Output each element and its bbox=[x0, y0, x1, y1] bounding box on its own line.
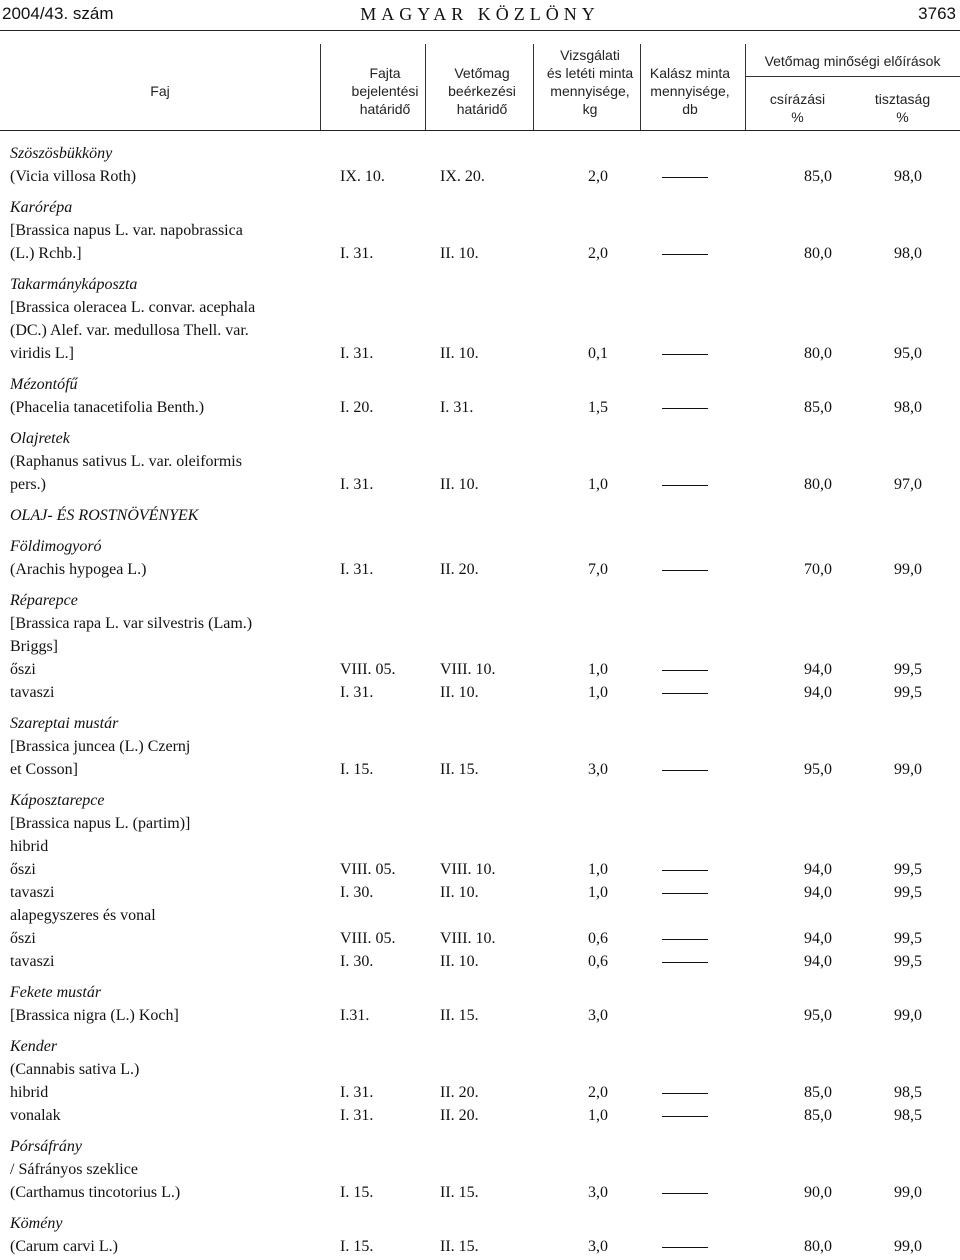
header-rule bbox=[0, 30, 960, 31]
col-csirazasi bbox=[745, 90, 850, 126]
col-vetomag bbox=[427, 64, 537, 118]
species-heading-row bbox=[0, 790, 960, 813]
species-name: Fekete mustár bbox=[10, 984, 102, 1001]
germination-pct: 94,0 bbox=[804, 884, 832, 901]
purity-pct: 95,0 bbox=[894, 345, 922, 362]
species-name: hibrid bbox=[10, 1084, 49, 1101]
germination-pct: 94,0 bbox=[804, 861, 832, 878]
subheader-rule bbox=[745, 76, 960, 77]
species-heading-row bbox=[0, 274, 960, 297]
table-row bbox=[0, 928, 960, 951]
germination-pct: 80,0 bbox=[804, 245, 832, 262]
sample-kg: 3,0 bbox=[588, 761, 608, 778]
purity-pct: 99,5 bbox=[894, 884, 922, 901]
col-vetomag-line: határidő bbox=[456, 101, 508, 117]
germination-pct: 85,0 bbox=[804, 1107, 832, 1124]
spike-sample bbox=[662, 474, 708, 497]
col-divider bbox=[533, 44, 534, 130]
col-divider bbox=[640, 44, 641, 130]
table-row bbox=[0, 1059, 960, 1082]
species-heading-row bbox=[0, 1036, 960, 1059]
species-name: (Vicia villosa Roth) bbox=[10, 168, 137, 185]
row-spacer bbox=[0, 705, 960, 713]
germination-pct: 80,0 bbox=[804, 1238, 832, 1255]
variety-deadline: VIII. 05. bbox=[340, 661, 396, 678]
seed-deadline: VIII. 10. bbox=[440, 661, 496, 678]
germination-pct: 94,0 bbox=[804, 684, 832, 701]
table-row bbox=[0, 1236, 960, 1259]
table-row bbox=[0, 1005, 960, 1028]
table-row bbox=[0, 559, 960, 582]
variety-deadline: I. 31. bbox=[340, 476, 374, 493]
variety-deadline: IX. 10. bbox=[340, 168, 385, 185]
variety-deadline: I. 20. bbox=[340, 399, 374, 416]
table-row bbox=[0, 397, 960, 420]
table-row bbox=[0, 905, 960, 928]
spike-sample bbox=[662, 882, 708, 905]
species-name: [Brassica rapa L. var silvestris (Lam.) bbox=[10, 615, 253, 632]
table-header-rule bbox=[0, 130, 960, 131]
germination-pct: 85,0 bbox=[804, 1084, 832, 1101]
germination-pct: 85,0 bbox=[804, 168, 832, 185]
species-name: őszi bbox=[10, 661, 36, 678]
purity-pct: 99,0 bbox=[894, 761, 922, 778]
col-faj: Faj bbox=[150, 83, 170, 99]
sample-kg: 3,0 bbox=[588, 1007, 608, 1024]
seed-deadline: II. 15. bbox=[440, 761, 479, 778]
table-row bbox=[0, 1105, 960, 1128]
col-vetomag-line: beérkezési bbox=[448, 83, 516, 99]
species-name: (Raphanus sativus L. var. oleiformis bbox=[10, 453, 242, 470]
table-row bbox=[0, 220, 960, 243]
table-row bbox=[0, 636, 960, 659]
sample-kg: 0,6 bbox=[588, 953, 608, 970]
germination-pct: 85,0 bbox=[804, 399, 832, 416]
spike-sample bbox=[662, 1105, 708, 1128]
col-kalasz-line: Kalász minta bbox=[649, 65, 731, 81]
table-row bbox=[0, 297, 960, 320]
spike-sample bbox=[662, 928, 708, 951]
col-divider bbox=[745, 44, 746, 130]
germination-pct: 80,0 bbox=[804, 345, 832, 362]
spike-sample bbox=[662, 343, 708, 366]
row-spacer bbox=[0, 1028, 960, 1036]
seed-deadline: VIII. 10. bbox=[440, 930, 496, 947]
spike-sample bbox=[662, 1005, 708, 1028]
purity-pct: 99,0 bbox=[894, 1007, 922, 1024]
seed-deadline: II. 15. bbox=[440, 1238, 479, 1255]
row-spacer bbox=[0, 582, 960, 590]
col-vizsgalati bbox=[535, 46, 645, 118]
sample-kg: 3,0 bbox=[588, 1184, 608, 1201]
germination-pct: 94,0 bbox=[804, 953, 832, 970]
species-heading-row bbox=[0, 428, 960, 451]
variety-deadline: I. 31. bbox=[340, 1107, 374, 1124]
spike-sample bbox=[662, 859, 708, 882]
variety-deadline: I. 30. bbox=[340, 953, 374, 970]
table-row bbox=[0, 320, 960, 343]
species-name: alapegyszeres és vonal bbox=[10, 907, 156, 924]
species-heading-row bbox=[0, 505, 960, 528]
row-spacer bbox=[0, 528, 960, 536]
species-name: pers.) bbox=[10, 476, 46, 493]
col-vetomag-line: Vetőmag bbox=[454, 65, 510, 81]
species-name: Takarmánykáposzta bbox=[10, 276, 138, 293]
spike-sample bbox=[662, 166, 708, 189]
table-row bbox=[0, 1182, 960, 1205]
species-name: (L.) Rchb.] bbox=[10, 245, 82, 262]
row-spacer bbox=[0, 497, 960, 505]
col-kalasz-line: mennyisége, bbox=[650, 83, 730, 99]
table-row bbox=[0, 166, 960, 189]
purity-pct: 99,0 bbox=[894, 1238, 922, 1255]
species-heading-row bbox=[0, 713, 960, 736]
table-row bbox=[0, 659, 960, 682]
purity-pct: 98,0 bbox=[894, 399, 922, 416]
table-row bbox=[0, 859, 960, 882]
table-row bbox=[0, 759, 960, 782]
species-heading-row bbox=[0, 374, 960, 397]
table-row bbox=[0, 613, 960, 636]
species-name: őszi bbox=[10, 930, 36, 947]
species-name: OLAJ- ÉS ROSTNÖVÉNYEK bbox=[10, 507, 199, 524]
spike-sample bbox=[662, 559, 708, 582]
row-spacer bbox=[0, 420, 960, 428]
seed-deadline: IX. 20. bbox=[440, 168, 485, 185]
table-row bbox=[0, 1159, 960, 1182]
purity-pct: 99,5 bbox=[894, 930, 922, 947]
table-row bbox=[0, 836, 960, 859]
variety-deadline: I. 31. bbox=[340, 684, 374, 701]
purity-pct: 99,5 bbox=[894, 861, 922, 878]
species-name: [Brassica oleracea L. convar. acephala bbox=[10, 299, 256, 316]
species-name: (Carthamus tincotorius L.) bbox=[10, 1184, 181, 1201]
purity-pct: 99,0 bbox=[894, 561, 922, 578]
sample-kg: 2,0 bbox=[588, 1084, 608, 1101]
species-name: (Cannabis sativa L.) bbox=[10, 1061, 140, 1078]
col-fajta-line: bejelentési bbox=[351, 83, 419, 99]
row-spacer bbox=[0, 366, 960, 374]
variety-deadline: I.31. bbox=[340, 1007, 370, 1024]
col-vizsgalati-line: kg bbox=[582, 101, 598, 117]
col-divider bbox=[320, 44, 321, 130]
purity-pct: 99,5 bbox=[894, 661, 922, 678]
species-name: tavaszi bbox=[10, 684, 55, 701]
variety-deadline: VIII. 05. bbox=[340, 861, 396, 878]
variety-deadline: I. 15. bbox=[340, 1238, 374, 1255]
species-name: Földimogyoró bbox=[10, 538, 102, 555]
species-name: Briggs] bbox=[10, 638, 58, 655]
species-name: Szareptai mustár bbox=[10, 715, 119, 732]
row-spacer bbox=[0, 266, 960, 274]
variety-deadline: VIII. 05. bbox=[340, 930, 396, 947]
variety-deadline: I. 31. bbox=[340, 345, 374, 362]
table-row bbox=[0, 1082, 960, 1105]
seed-deadline: VIII. 10. bbox=[440, 861, 496, 878]
seed-deadline: II. 20. bbox=[440, 1084, 479, 1101]
col-csirazasi-line: % bbox=[791, 109, 804, 125]
col-tisztasag-line: % bbox=[896, 109, 909, 125]
col-kalasz-line: db bbox=[682, 101, 698, 117]
journal-title: MAGYAR KÖZLÖNY bbox=[360, 4, 600, 24]
species-name: [Brassica nigra (L.) Koch] bbox=[10, 1007, 179, 1024]
species-name: Kender bbox=[10, 1038, 58, 1055]
issue-number: 2004/43. szám bbox=[2, 4, 114, 23]
species-name: viridis L.] bbox=[10, 345, 74, 362]
spike-sample bbox=[662, 759, 708, 782]
variety-deadline: I. 31. bbox=[340, 561, 374, 578]
purity-pct: 98,0 bbox=[894, 168, 922, 185]
col-kalasz bbox=[640, 64, 740, 118]
variety-deadline: I. 15. bbox=[340, 1184, 374, 1201]
species-name: (DC.) Alef. var. medullosa Thell. var. bbox=[10, 322, 249, 339]
species-name: Kömény bbox=[10, 1215, 63, 1232]
species-name: Réparepce bbox=[10, 592, 78, 609]
col-divider bbox=[425, 44, 426, 130]
sample-kg: 2,0 bbox=[588, 168, 608, 185]
col-fajta-line: Fajta bbox=[369, 65, 401, 81]
table-body bbox=[0, 143, 960, 1259]
species-name: Káposztarepce bbox=[10, 792, 105, 809]
spike-sample bbox=[662, 1236, 708, 1259]
spike-sample bbox=[662, 243, 708, 266]
species-heading-row bbox=[0, 143, 960, 166]
table-row bbox=[0, 882, 960, 905]
col-vizsgalati-line: és letéti minta bbox=[546, 65, 634, 81]
species-name: (Arachis hypogea L.) bbox=[10, 561, 147, 578]
species-heading-row bbox=[0, 1136, 960, 1159]
col-fajta-line: határidő bbox=[359, 101, 411, 117]
purity-pct: 98,5 bbox=[894, 1084, 922, 1101]
table-row bbox=[0, 243, 960, 266]
page-number: 3763 bbox=[918, 4, 956, 23]
col-tisztasag-line: tisztaság bbox=[874, 91, 931, 107]
species-name: vonalak bbox=[10, 1107, 61, 1124]
sample-kg: 1,0 bbox=[588, 684, 608, 701]
species-name: őszi bbox=[10, 861, 36, 878]
table-row bbox=[0, 736, 960, 759]
germination-pct: 94,0 bbox=[804, 661, 832, 678]
germination-pct: 90,0 bbox=[804, 1184, 832, 1201]
spike-sample bbox=[662, 659, 708, 682]
spike-sample bbox=[662, 1182, 708, 1205]
col-fajta bbox=[330, 64, 440, 118]
row-spacer bbox=[0, 1128, 960, 1136]
col-minoseg: Vetőmag minőségi előírások bbox=[764, 53, 941, 69]
species-heading-row bbox=[0, 590, 960, 613]
sample-kg: 0,1 bbox=[588, 345, 608, 362]
variety-deadline: I. 31. bbox=[340, 1084, 374, 1101]
seed-deadline: II. 15. bbox=[440, 1007, 479, 1024]
species-name: tavaszi bbox=[10, 884, 55, 901]
spike-sample bbox=[662, 951, 708, 974]
col-tisztasag bbox=[850, 90, 955, 126]
sample-kg: 1,0 bbox=[588, 476, 608, 493]
variety-deadline: I. 30. bbox=[340, 884, 374, 901]
germination-pct: 95,0 bbox=[804, 761, 832, 778]
germination-pct: 95,0 bbox=[804, 1007, 832, 1024]
sample-kg: 1,0 bbox=[588, 661, 608, 678]
species-heading-row bbox=[0, 1213, 960, 1236]
species-name: [Brassica napus L. var. napobrassica bbox=[10, 222, 243, 239]
species-name: Mézontófű bbox=[10, 376, 78, 393]
seed-deadline: II. 10. bbox=[440, 884, 479, 901]
page-header bbox=[0, 0, 960, 30]
table-row bbox=[0, 682, 960, 705]
sample-kg: 7,0 bbox=[588, 561, 608, 578]
species-name: (Carum carvi L.) bbox=[10, 1238, 118, 1255]
species-name: et Cosson] bbox=[10, 761, 78, 778]
seed-deadline: II. 10. bbox=[440, 345, 479, 362]
row-spacer bbox=[0, 782, 960, 790]
sample-kg: 1,0 bbox=[588, 861, 608, 878]
species-name: Szöszösbükköny bbox=[10, 145, 113, 162]
species-name: [Brassica napus L. (partim)] bbox=[10, 815, 191, 832]
germination-pct: 70,0 bbox=[804, 561, 832, 578]
sample-kg: 2,0 bbox=[588, 245, 608, 262]
purity-pct: 97,0 bbox=[894, 476, 922, 493]
species-name: Olajretek bbox=[10, 430, 70, 447]
variety-deadline: I. 15. bbox=[340, 761, 374, 778]
sample-kg: 0,6 bbox=[588, 930, 608, 947]
species-name: (Phacelia tanacetifolia Benth.) bbox=[10, 399, 205, 416]
species-name: Pórsáfrány bbox=[10, 1138, 82, 1155]
species-heading-row bbox=[0, 536, 960, 559]
spike-sample bbox=[662, 397, 708, 420]
germination-pct: 80,0 bbox=[804, 476, 832, 493]
sample-kg: 1,5 bbox=[588, 399, 608, 416]
purity-pct: 99,0 bbox=[894, 1184, 922, 1201]
germination-pct: 94,0 bbox=[804, 930, 832, 947]
seed-deadline: II. 10. bbox=[440, 953, 479, 970]
table-row bbox=[0, 451, 960, 474]
seed-deadline: I. 31. bbox=[440, 399, 474, 416]
table-row bbox=[0, 951, 960, 974]
sample-kg: 1,0 bbox=[588, 884, 608, 901]
col-vizsgalati-line: Vizsgálati bbox=[560, 47, 620, 63]
seed-deadline: II. 10. bbox=[440, 476, 479, 493]
col-csirazasi-line: csírázási bbox=[769, 91, 826, 107]
sample-kg: 1,0 bbox=[588, 1107, 608, 1124]
col-vizsgalati-line: mennyisége, bbox=[550, 83, 630, 99]
purity-pct: 98,0 bbox=[894, 245, 922, 262]
table-row bbox=[0, 343, 960, 366]
row-spacer bbox=[0, 974, 960, 982]
purity-pct: 99,5 bbox=[894, 684, 922, 701]
sample-kg: 3,0 bbox=[588, 1238, 608, 1255]
table-row bbox=[0, 813, 960, 836]
species-heading-row bbox=[0, 982, 960, 1005]
species-name: / Sáfrányos szeklice bbox=[10, 1161, 138, 1178]
species-name: hibrid bbox=[10, 838, 49, 855]
species-heading-row bbox=[0, 197, 960, 220]
seed-deadline: II. 20. bbox=[440, 561, 479, 578]
seed-deadline: II. 10. bbox=[440, 245, 479, 262]
variety-deadline: I. 31. bbox=[340, 245, 374, 262]
purity-pct: 98,5 bbox=[894, 1107, 922, 1124]
purity-pct: 99,5 bbox=[894, 953, 922, 970]
row-spacer bbox=[0, 1205, 960, 1213]
seed-deadline: II. 15. bbox=[440, 1184, 479, 1201]
seed-deadline: II. 10. bbox=[440, 684, 479, 701]
table-row bbox=[0, 474, 960, 497]
species-name: Karórépa bbox=[10, 199, 73, 216]
spike-sample bbox=[662, 682, 708, 705]
species-name: [Brassica juncea (L.) Czernj bbox=[10, 738, 191, 755]
seed-deadline: II. 20. bbox=[440, 1107, 479, 1124]
spike-sample bbox=[662, 1082, 708, 1105]
species-name: tavaszi bbox=[10, 953, 55, 970]
row-spacer bbox=[0, 189, 960, 197]
